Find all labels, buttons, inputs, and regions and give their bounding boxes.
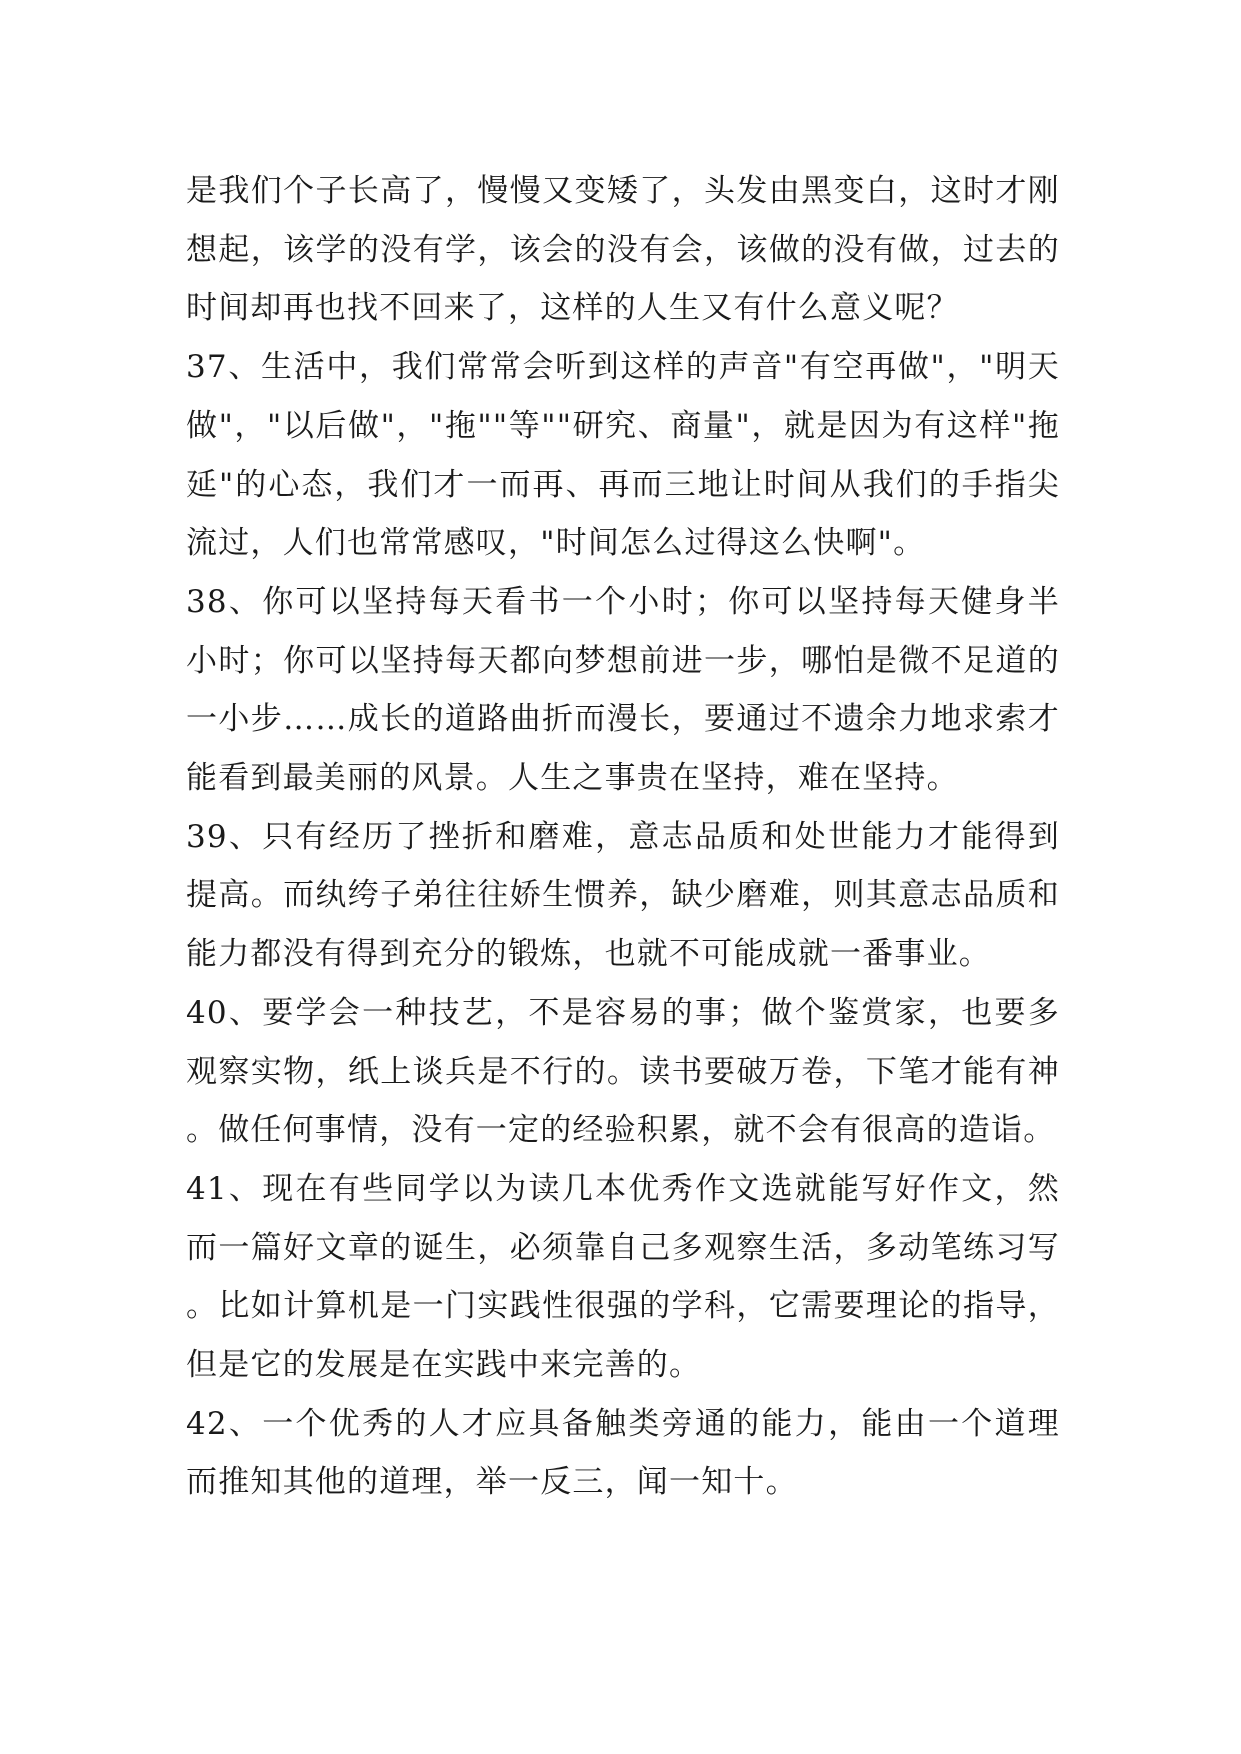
paragraph-continuation: 是我们个子长高了，慢慢又变矮了，头发由黑变白，这时才刚想起，该学的没有学，该会的没有会，该做的没有做，过去的时间却再也找不回来了，这样的人生又有什么意义呢？ [186, 173, 1060, 327]
document-body [186, 162, 1060, 1512]
paragraph-38: 38、你可以坚持每天看书一个小时；你可以坚持每天健身半小时；你可以坚持每天都向梦想前进一步，哪怕是微不足道的一小步……成长的道路曲折而漫长，要通过不遗余力地求索才能看到最美丽的风景。人生之事贵在坚持，难在坚持。 [186, 583, 1060, 797]
paragraph-40: 40、要学会一种技艺，不是容易的事；做个鉴赏家，也要多观察实物，纸上谈兵是不行的。读书要破万卷，下笔才能有神。做任何事情，没有一定的经验积累，就不会有很高的造诣。 [186, 994, 1060, 1149]
paragraph-39: 39、只有经历了挫折和磨难，意志品质和处世能力才能得到提高。而纨绔子弟往往娇生惯养，缺少磨难，则其意志品质和能力都没有得到充分的锻炼，也就不可能成就一番事业。 [186, 818, 1060, 973]
paragraph-37: 37、生活中，我们常常会听到这样的声音"有空再做"，"明天做"，"以后做"，"拖""等""研究、商量"，就是因为有这样"拖延"的心态，我们才一而再、再而三地让时间从我们的手指尖流过，人们也常常感叹，"时间怎么过得这么快啊"。 [186, 349, 1060, 562]
paragraph-41: 41、现在有些同学以为读几本优秀作文选就能写好作文，然而一篇好文章的诞生，必须靠自己多观察生活，多动笔练习写。比如计算机是一门实践性很强的学科，它需要理论的指导，但是它的发展是在实践中来完善的。 [186, 1170, 1060, 1384]
paragraph-42: 42、一个优秀的人才应具备触类旁通的能力，能由一个道理而推知其他的道理，举一反三，闻一知十。 [186, 1405, 1060, 1501]
